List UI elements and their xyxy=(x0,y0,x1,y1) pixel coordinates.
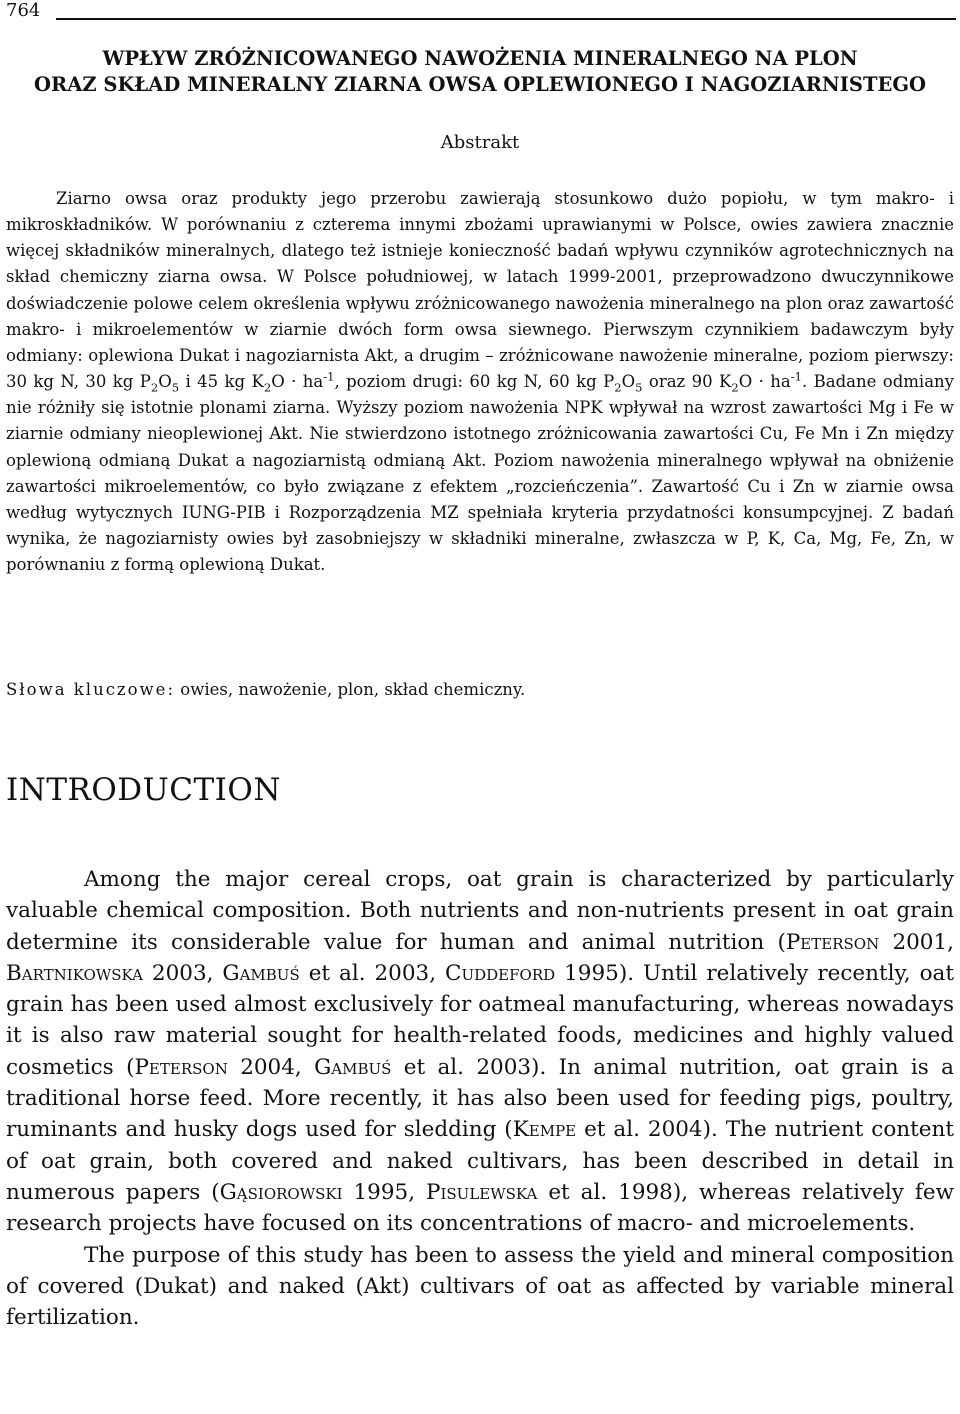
abstract-text-e: . Badane odmiany nie różniły się istotnie plonami ziarna. Wyższy poziom nawożenia NPK wpływał na wzrost zawartości Mg i Fe w ziarnie odmiany nieoplewionej Akt. Nie stwierdzono istotnego zróżnicowania zawartości Cu, Fe Mn i Zn między oplewioną odmianą Dukat a nagoziarnistą odmianą Akt. Poziom nawożenia mineralnego wpływał na obniżenie zawartości mikroelementów, co było związane z efektem „rozcieńczenia”. Zawartość Cu i Zn w ziarnie owsa według wytycznych IUNG-PIB i Rozporządzenia MZ spełniała kryteria przydatności konsumpcyjnej. Z badań wynika, że nagoziarnisty owies był zasobniejszy w składniki mineralne, zwłaszcza w P, K, Ca, Mg, Fe, Zn, w porównaniu z formą oplewioną Dukat. xyxy=(6,372,954,575)
abstract-body xyxy=(6,186,954,578)
abstract-text-c: , poziom drugi: 60 kg N, 60 kg P xyxy=(334,372,615,392)
formula-o: O xyxy=(621,372,636,392)
citation: Gambuś xyxy=(222,960,300,986)
intro-text: et al. 2003, xyxy=(299,960,446,986)
abstract-paragraph xyxy=(6,186,954,578)
citation: Kempe xyxy=(512,1117,577,1143)
header-rule xyxy=(56,18,956,20)
intro-text: 2001, xyxy=(879,929,954,955)
formula-subscript: 5 xyxy=(171,380,180,395)
formula-per-ha: O · ha xyxy=(738,372,791,392)
formula-o: O xyxy=(158,372,172,392)
abstract-heading: Abstrakt xyxy=(440,132,520,153)
citation: Peterson xyxy=(134,1054,228,1080)
intro-text: Among the major cereal crops, oat grain is characterized by particularly valuable chemical composition. Both nutrients and non-nutrients present in oat grain determine its considerable value for human and animal nutrition ( xyxy=(6,867,954,955)
intro-text: et al. 2004). The nutrient content of oat grain, both covered and naked cultivars, has been described in detail in numerous papers ( xyxy=(6,1117,954,1205)
intro-text: 1995, xyxy=(342,1179,427,1205)
abstract-text-b: i 45 kg K xyxy=(179,372,264,392)
formula-superscript: -1 xyxy=(323,369,335,384)
intro-text: 1995). Until relatively recently, oat grain has been used almost exclusively for oatmeal manufacturing, whereas nowadays it is also raw material sought for health-related foods, medicines and highly valued cosmetics ( xyxy=(6,960,954,1080)
page-number: 764 xyxy=(6,0,41,21)
article-title xyxy=(0,46,960,98)
citation: Peterson xyxy=(785,929,880,955)
intro-paragraph-1 xyxy=(6,864,954,1240)
intro-text: 2003, xyxy=(142,960,223,986)
formula-subscript: 2 xyxy=(614,380,622,395)
intro-text: et al. 2003). In animal nutrition, oat grain is a traditional horse feed. More recently, it has also been used for feeding pigs, poultry, ruminants and husky dogs used for sledding ( xyxy=(6,1054,955,1143)
citation: Bartnikowska xyxy=(6,960,143,986)
introduction-heading: INTRODUCTION xyxy=(6,772,281,808)
title-line-2: ORAZ SKŁAD MINERALNY ZIARNA OWSA OPLEWIONEGO I NAGOZIARNISTEGO xyxy=(34,73,926,96)
intro-text: 2004, xyxy=(227,1054,315,1080)
abstract-text-a: Ziarno owsa oraz produkty jego przerobu zawierają stosunkowo dużo popiołu, w tym makro- i mikroskładników. W porównaniu z czterema innymi zbożami uprawianymi w Polsce, owies zawiera znacznie więcej składników mineralnych, dlatego też istnieje konieczność badań wpływu czynników agrotechnicznych na skład chemiczny ziarna owsa. W Polsce południowej, w latach 1999-2001, przeprowadzono dwuczynnikowe doświadczenie polowe celem określenia wpływu zróżnicowanego nawożenia mineralnego na plon oraz zawartość makro- i mikroelementów w ziarnie dwóch form owsa siewnego. Pierwszym czynnikiem badawczym były odmiany: oplewiona Dukat i nagoziarnista Akt, a drugim – zróżnicowane nawożenie mineralne, poziom pierwszy: 30 kg N, 30 kg P xyxy=(6,189,954,392)
introduction-body xyxy=(6,864,954,1333)
citation: Gąsiorowski xyxy=(219,1179,343,1205)
intro-paragraph-2: The purpose of this study has been to assess the yield and mineral composition of covered (Dukat) and naked (Akt) cultivars of oat as affected by variable mineral fertilization. xyxy=(6,1242,954,1331)
intro-text: et al. 1998), whereas relatively few research projects have focused on its concentrations of macro- and microelements. xyxy=(6,1179,954,1237)
citation: Gambuś xyxy=(314,1054,392,1080)
formula-per-ha: O · ha xyxy=(271,372,324,392)
formula-subscript: 5 xyxy=(635,380,643,395)
formula-subscript: 2 xyxy=(731,380,739,395)
formula-subscript: 2 xyxy=(150,380,159,395)
keywords xyxy=(6,680,525,699)
title-line-1: WPŁYW ZRÓŻNICOWANEGO NAWOŻENIA MINERALNEGO NA PLON xyxy=(102,47,858,70)
citation: Cuddeford xyxy=(445,960,556,986)
formula-subscript: 2 xyxy=(263,380,272,395)
formula-superscript: -1 xyxy=(790,369,802,384)
abstract-text-d: oraz 90 K xyxy=(642,372,732,392)
keywords-label: Słowa kluczowe: xyxy=(6,680,176,699)
citation: Pisulewska xyxy=(426,1179,538,1205)
keywords-text: owies, nawożenie, plon, skład chemiczny. xyxy=(175,680,526,699)
